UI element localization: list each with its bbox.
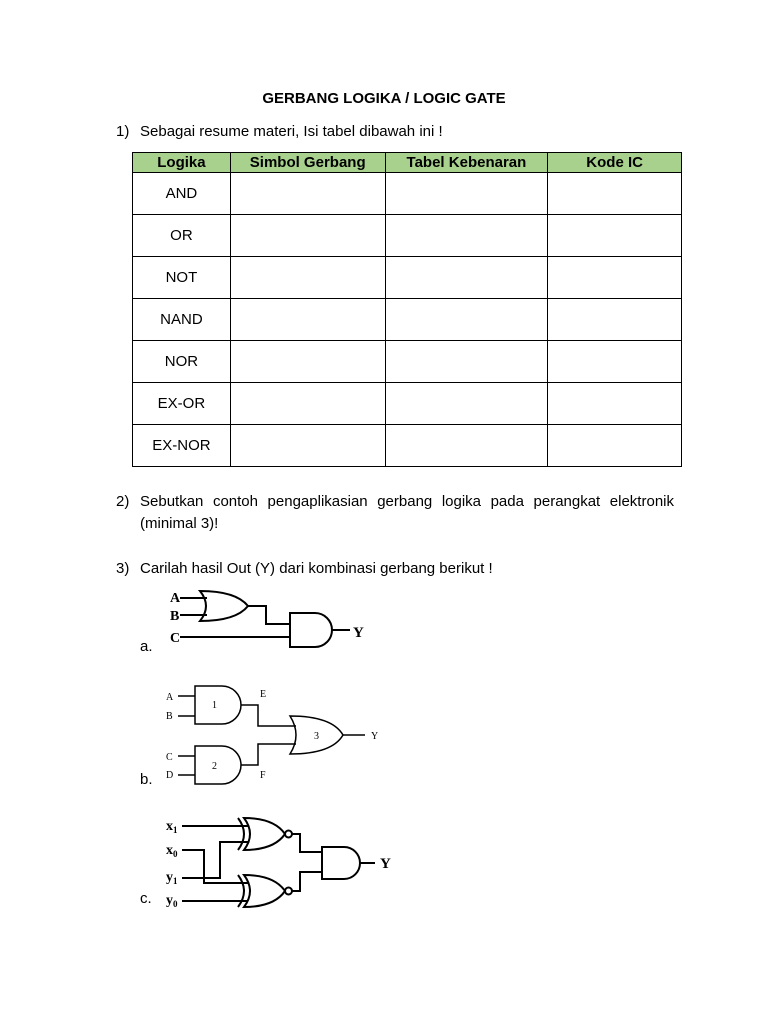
logic-name-cell: OR — [133, 215, 231, 257]
input-label: C — [170, 631, 181, 646]
input-label: D — [166, 770, 174, 781]
truth-table-cell[interactable] — [385, 383, 548, 425]
diagram-c-circuit — [160, 815, 400, 910]
symbol-cell[interactable] — [230, 257, 385, 299]
table-row — [133, 341, 682, 383]
symbol-cell[interactable] — [230, 341, 385, 383]
ic-code-cell[interactable] — [548, 173, 682, 215]
logic-name-cell: NOT — [133, 257, 231, 299]
node-label: E — [260, 689, 267, 700]
logic-name-cell: NOR — [133, 341, 231, 383]
column-header: Logika — [133, 153, 231, 173]
logic-name-cell: AND — [133, 173, 231, 215]
question-text: Sebagai resume materi, Isi tabel dibawah ini ! — [140, 123, 443, 140]
question-number: 1) — [116, 123, 130, 140]
gate-number: 1 — [212, 700, 217, 711]
diagram-a-circuit — [160, 585, 380, 655]
symbol-cell[interactable] — [230, 425, 385, 467]
ic-code-cell[interactable] — [548, 257, 682, 299]
truth-table-cell[interactable] — [385, 425, 548, 467]
and-gate-symbol — [322, 847, 360, 879]
question-text: Carilah hasil Out (Y) dari kombinasi gerbang berikut ! — [140, 560, 493, 577]
input-label: B — [166, 711, 173, 722]
truth-table-cell[interactable] — [385, 341, 548, 383]
question-number: 3) — [116, 560, 130, 577]
input-label: $y_0$ — [166, 893, 178, 909]
truth-table-cell[interactable] — [385, 299, 548, 341]
page-title: GERBANG LOGIKA / LOGIC GATE — [262, 90, 506, 107]
ic-code-cell[interactable] — [548, 299, 682, 341]
xnor-gate-bottom-symbol — [244, 875, 285, 907]
symbol-cell[interactable] — [230, 383, 385, 425]
diagram-b-circuit — [160, 680, 400, 790]
diagram-c-label: c. — [140, 890, 152, 907]
symbol-cell[interactable] — [230, 173, 385, 215]
node-label: F — [260, 770, 266, 781]
input-label: A — [170, 591, 181, 606]
input-label: B — [170, 609, 180, 624]
table-row — [133, 299, 682, 341]
truth-table-cell[interactable] — [385, 257, 548, 299]
diagram-a-label: a. — [140, 638, 153, 655]
input-label: C — [166, 752, 173, 763]
question-number: 2) — [116, 493, 130, 510]
logic-name-cell: NAND — [133, 299, 231, 341]
ic-code-cell[interactable] — [548, 383, 682, 425]
logic-name-cell: EX-NOR — [133, 425, 231, 467]
table-row — [133, 383, 682, 425]
logic-gate-table — [132, 152, 682, 467]
ic-code-cell[interactable] — [548, 341, 682, 383]
input-label: $x_0$ — [166, 843, 178, 859]
symbol-cell[interactable] — [230, 299, 385, 341]
table-row — [133, 257, 682, 299]
ic-code-cell[interactable] — [548, 425, 682, 467]
input-label: A — [166, 692, 174, 703]
column-header: Simbol Gerbang — [230, 153, 385, 173]
ic-code-cell[interactable] — [548, 215, 682, 257]
gate-number: 2 — [212, 761, 217, 772]
logic-name-cell: EX-OR — [133, 383, 231, 425]
and-gate-2-symbol — [195, 746, 241, 784]
table-row — [133, 173, 682, 215]
symbol-cell[interactable] — [230, 215, 385, 257]
or-gate-symbol — [200, 591, 248, 621]
output-label: Y — [371, 731, 379, 742]
diagram-b-label: b. — [140, 771, 153, 788]
column-header: Tabel Kebenaran — [385, 153, 548, 173]
table-row — [133, 215, 682, 257]
table-header-row — [133, 153, 682, 173]
and-gate-1-symbol — [195, 686, 241, 724]
xnor-gate-top-symbol — [244, 818, 285, 850]
input-label: $y_1$ — [166, 870, 178, 886]
output-label: Y — [353, 625, 364, 641]
output-label: Y — [380, 856, 391, 872]
column-header: Kode IC — [548, 153, 682, 173]
gate-number: 3 — [314, 731, 319, 742]
and-gate-symbol — [290, 613, 332, 647]
truth-table-cell[interactable] — [385, 173, 548, 215]
truth-table-cell[interactable] — [385, 215, 548, 257]
input-label: $x_1$ — [166, 819, 178, 835]
table-row — [133, 425, 682, 467]
question-text: Sebutkan contoh pengaplikasian gerbang logika pada perangkat elektronik (minimal 3)! — [140, 493, 674, 532]
